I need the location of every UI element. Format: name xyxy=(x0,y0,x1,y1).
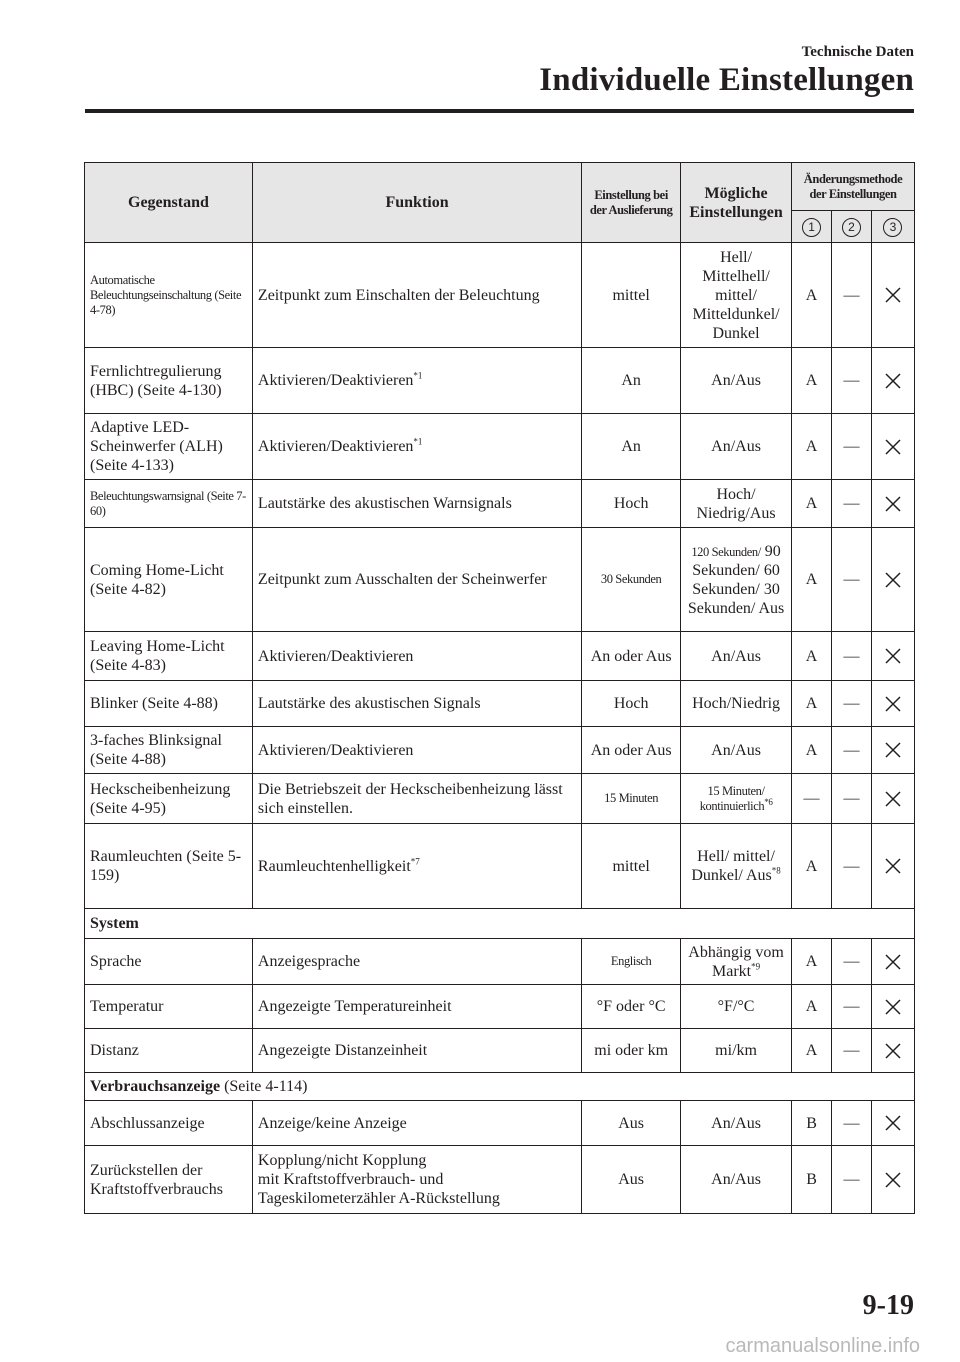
default-cell: An xyxy=(582,414,681,480)
table-row xyxy=(85,985,915,1029)
options-cell: An/Aus xyxy=(681,348,792,414)
cross-icon xyxy=(885,858,901,874)
method-1-cell: A xyxy=(792,632,832,681)
options-cell: Hell/ mittel/ Dunkel/ Aus$^{*8}$ xyxy=(681,824,792,909)
method-1-cell: A xyxy=(792,348,832,414)
table-row xyxy=(85,727,915,774)
cross-icon xyxy=(885,954,901,970)
method-2-cell: — xyxy=(832,414,872,480)
cross-icon xyxy=(885,1115,901,1131)
function-cell: Kopplung/nicht Kopplung mit Kraftstoffverbrauch- und Tageskilometerzähler A-Rückstellung xyxy=(252,1146,581,1214)
options-cell: An/Aus xyxy=(681,1146,792,1214)
default-cell: Aus xyxy=(582,1101,681,1146)
method-2-cell: — xyxy=(832,985,872,1029)
page-title: Individuelle Einstellungen xyxy=(539,62,914,98)
table-row xyxy=(85,528,915,632)
cross-icon xyxy=(885,791,901,807)
item-cell: Sprache xyxy=(85,939,253,985)
function-cell: Zeitpunkt zum Einschalten der Beleuchtung xyxy=(252,243,581,348)
table-row xyxy=(85,480,915,528)
method-1-cell: — xyxy=(792,774,832,824)
function-cell: Lautstärke des akustischen Warnsignals xyxy=(252,480,581,528)
table-row xyxy=(85,243,915,348)
section-label: System xyxy=(85,909,915,939)
default-cell: Hoch xyxy=(582,681,681,727)
method-number-1: 1 xyxy=(802,218,821,237)
function-cell: Raumleuchtenhelligkeit$^{*7}$ xyxy=(252,824,581,909)
method-1-cell: A xyxy=(792,243,832,348)
default-cell: 15 Minuten xyxy=(582,774,681,824)
default-cell: mittel xyxy=(582,824,681,909)
header-rule xyxy=(85,109,914,113)
options-cell: mi/km xyxy=(681,1029,792,1073)
default-cell: An oder Aus xyxy=(582,727,681,774)
item-cell: Blinker (Seite 4-88) xyxy=(85,681,253,727)
col-header-default: Einstellung bei der Auslieferung xyxy=(582,163,681,243)
table-row xyxy=(85,414,915,480)
default-cell: 30 Sekunden xyxy=(582,528,681,632)
options-cell: Hoch/ Niedrig/Aus xyxy=(681,480,792,528)
table-row xyxy=(85,1146,915,1214)
section-header: Technische Daten xyxy=(801,44,914,60)
method-2-cell: — xyxy=(832,528,872,632)
item-cell: Adaptive LED-Scheinwerfer (ALH) (Seite 4-133) xyxy=(85,414,253,480)
function-cell: Aktivieren/Deaktivieren xyxy=(252,727,581,774)
section-row-consumption xyxy=(85,1073,915,1101)
function-cell: Anzeigesprache xyxy=(252,939,581,985)
item-cell: Automatische Beleuchtungseinschaltung (Seite 4-78) xyxy=(85,243,253,348)
function-cell: Die Betriebszeit der Heckscheibenheizung lässt sich einstellen. xyxy=(252,774,581,824)
function-cell: Angezeigte Distanzeinheit xyxy=(252,1029,581,1073)
default-cell: Aus xyxy=(582,1146,681,1214)
default-cell: Hoch xyxy=(582,480,681,528)
cross-icon xyxy=(885,696,901,712)
options-cell: An/Aus xyxy=(681,1101,792,1146)
function-cell: Aktivieren/Deaktivieren$^{*1}$ xyxy=(252,348,581,414)
method-3-cell xyxy=(871,480,914,528)
method-3-cell xyxy=(871,243,914,348)
method-1-cell: A xyxy=(792,414,832,480)
table-row xyxy=(85,774,915,824)
item-cell: Zurückstellen der Kraftstoffverbrauchs xyxy=(85,1146,253,1214)
method-3-cell xyxy=(871,1029,914,1073)
method-3-cell xyxy=(871,348,914,414)
cross-icon xyxy=(885,496,901,512)
method-1-cell: B xyxy=(792,1101,832,1146)
method-2-cell: — xyxy=(832,632,872,681)
method-2-cell: — xyxy=(832,1101,872,1146)
cross-icon xyxy=(885,1172,901,1188)
function-cell: Anzeige/keine Anzeige xyxy=(252,1101,581,1146)
item-cell: Coming Home-Licht (Seite 4-82) xyxy=(85,528,253,632)
item-cell: Beleuchtungswarnsignal (Seite 7-60) xyxy=(85,480,253,528)
table-row xyxy=(85,681,915,727)
method-3-cell xyxy=(871,939,914,985)
function-cell: Angezeigte Temperatureinheit xyxy=(252,985,581,1029)
item-cell: Temperatur xyxy=(85,985,253,1029)
method-1-cell: A xyxy=(792,985,832,1029)
method-number-2: 2 xyxy=(842,218,861,237)
watermark: carmanualsonline.info xyxy=(725,1335,920,1357)
cross-icon xyxy=(885,1043,901,1059)
default-cell: mittel xyxy=(582,243,681,348)
method-3-cell xyxy=(871,1146,914,1214)
cross-icon xyxy=(885,287,901,303)
col-header-method: Änderungsmethode der Einstellungen xyxy=(792,163,915,211)
method-1-cell: A xyxy=(792,480,832,528)
method-2-cell: — xyxy=(832,681,872,727)
method-2-cell: — xyxy=(832,243,872,348)
default-cell: An xyxy=(582,348,681,414)
default-cell: An oder Aus xyxy=(582,632,681,681)
method-3-cell xyxy=(871,632,914,681)
item-cell: 3-faches Blinksignal (Seite 4-88) xyxy=(85,727,253,774)
cross-icon xyxy=(885,742,901,758)
method-3-cell xyxy=(871,1101,914,1146)
method-3-cell xyxy=(871,681,914,727)
cross-icon xyxy=(885,999,901,1015)
cross-icon xyxy=(885,439,901,455)
table-row xyxy=(85,632,915,681)
method-2-cell: — xyxy=(832,727,872,774)
item-cell: Leaving Home-Licht (Seite 4-83) xyxy=(85,632,253,681)
function-cell: Zeitpunkt zum Ausschalten der Scheinwerfer xyxy=(252,528,581,632)
cross-icon xyxy=(885,373,901,389)
method-2-cell: — xyxy=(832,1029,872,1073)
options-cell: °F/°C xyxy=(681,985,792,1029)
col-header-function: Funktion xyxy=(252,163,581,243)
page-number: 9-19 xyxy=(862,1290,914,1321)
options-cell: 15 Minuten/ kontinuierlich$^{*6}$ xyxy=(681,774,792,824)
function-cell: Lautstärke des akustischen Signals xyxy=(252,681,581,727)
table-row xyxy=(85,1101,915,1146)
method-2-cell: — xyxy=(832,774,872,824)
options-cell: 120 Sekunden/ 90 Sekunden/ 60 Sekunden/ 30 Sekunden/ Aus xyxy=(681,528,792,632)
method-3-cell xyxy=(871,985,914,1029)
options-cell: An/Aus xyxy=(681,414,792,480)
section-row-system xyxy=(85,909,915,939)
cross-icon xyxy=(885,648,901,664)
cross-icon xyxy=(885,572,901,588)
method-1-cell: B xyxy=(792,1146,832,1214)
col-header-options: Mögliche Einstellungen xyxy=(681,163,792,243)
method-number-3: 3 xyxy=(883,218,902,237)
settings-table xyxy=(84,162,915,1214)
method-3-cell xyxy=(871,824,914,909)
item-cell: Distanz xyxy=(85,1029,253,1073)
options-cell: An/Aus xyxy=(681,632,792,681)
table-row xyxy=(85,824,915,909)
default-cell: Englisch xyxy=(582,939,681,985)
method-3-cell xyxy=(871,774,914,824)
method-2-cell: — xyxy=(832,824,872,909)
options-cell: An/Aus xyxy=(681,727,792,774)
col-header-item: Gegenstand xyxy=(85,163,253,243)
method-2-cell: — xyxy=(832,480,872,528)
method-1-cell: A xyxy=(792,1029,832,1073)
options-cell: Hoch/Niedrig xyxy=(681,681,792,727)
method-3-cell xyxy=(871,727,914,774)
method-3-cell xyxy=(871,528,914,632)
method-1-cell: A xyxy=(792,681,832,727)
item-cell: Abschlussanzeige xyxy=(85,1101,253,1146)
function-cell: Aktivieren/Deaktivieren$^{*1}$ xyxy=(252,414,581,480)
method-1-cell: A xyxy=(792,824,832,909)
method-2-cell: — xyxy=(832,1146,872,1214)
method-2-cell: — xyxy=(832,348,872,414)
method-1-cell: A xyxy=(792,939,832,985)
item-cell: Fernlichtregulierung (HBC) (Seite 4-130) xyxy=(85,348,253,414)
function-cell: Aktivieren/Deaktivieren xyxy=(252,632,581,681)
default-cell: mi oder km xyxy=(582,1029,681,1073)
options-cell: Hell/ Mittelhell/ mittel/ Mitteldunkel/ Dunkel xyxy=(681,243,792,348)
section-label: Verbrauchsanzeige (Seite 4-114) xyxy=(85,1073,915,1101)
table-row xyxy=(85,939,915,985)
method-1-cell: A xyxy=(792,528,832,632)
options-cell: Abhängig vom Markt$^{*9}$ xyxy=(681,939,792,985)
table-row xyxy=(85,348,915,414)
item-cell: Heckscheibenheizung (Seite 4-95) xyxy=(85,774,253,824)
method-2-cell: — xyxy=(832,939,872,985)
table-row xyxy=(85,1029,915,1073)
method-3-cell xyxy=(871,414,914,480)
method-1-cell: A xyxy=(792,727,832,774)
default-cell: °F oder °C xyxy=(582,985,681,1029)
item-cell: Raumleuchten (Seite 5-159) xyxy=(85,824,253,909)
